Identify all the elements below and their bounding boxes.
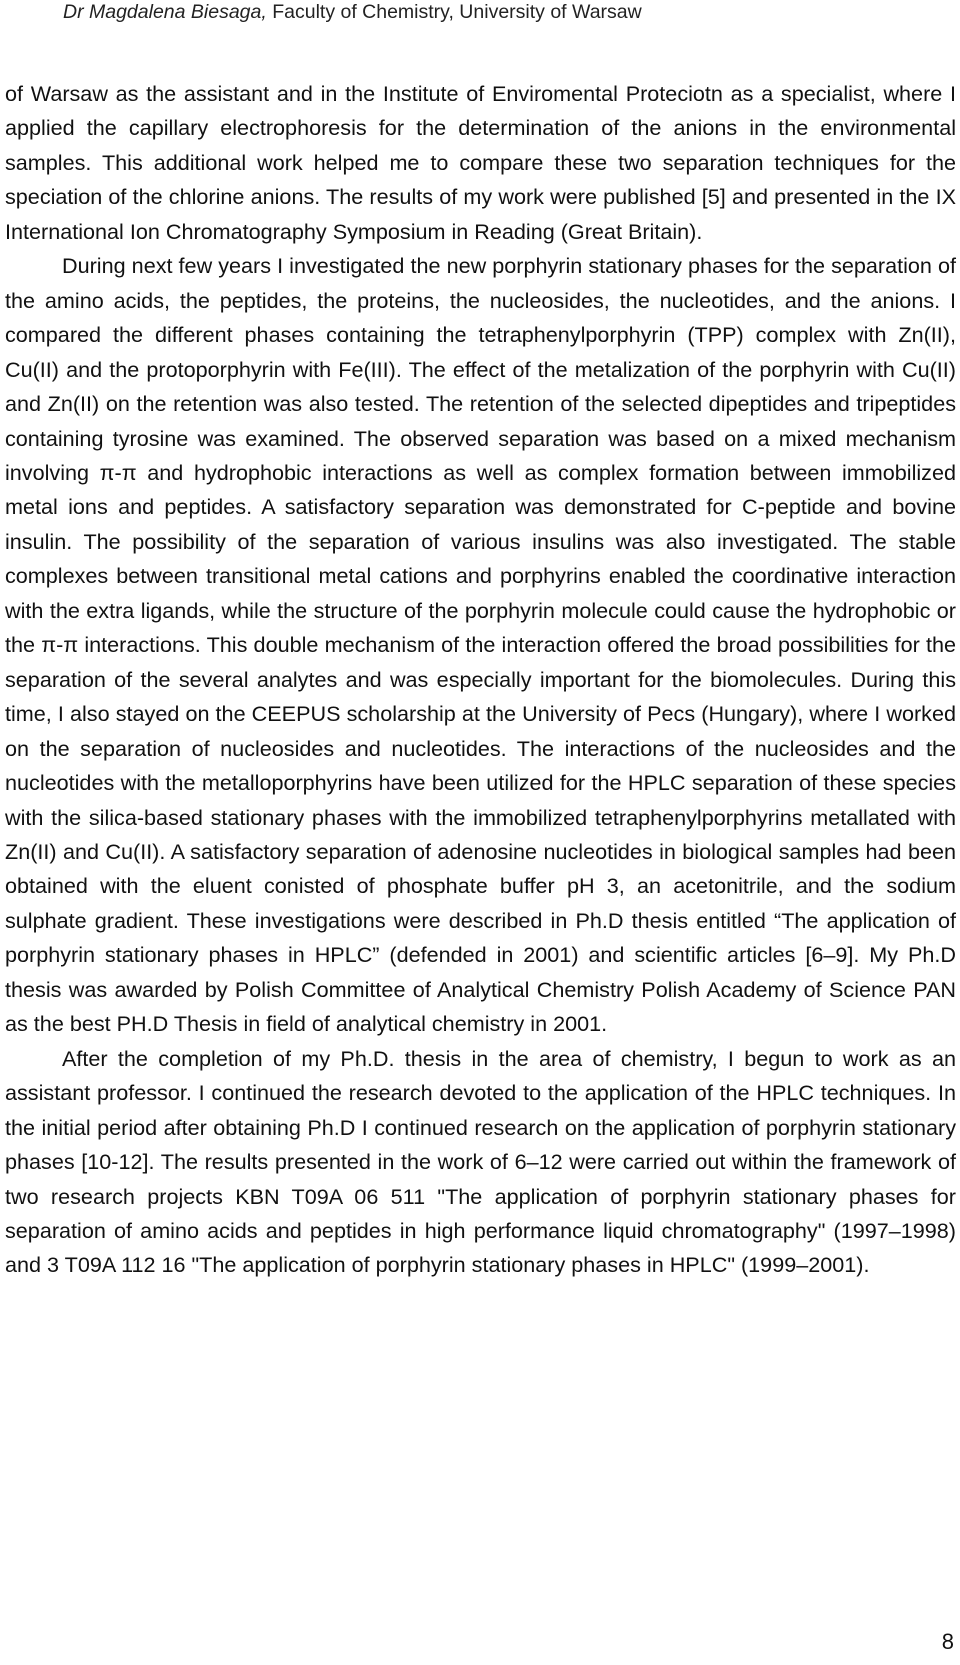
page-header: [63, 0, 642, 24]
body-text: [5, 77, 956, 1283]
paragraph-porphyrin-phases: During next few years I investigated the new porphyrin stationary phases for the separation of the amino acids, the peptides, the proteins, the nucleosides, the nucleotides, and the anions. I compared the different phases containing the tetraphenylporphyrin (TPP) complex with Zn(II), Cu(II) and the protoporphyrin with Fe(III). The effect of the metalization of the porphyrin with Cu(II) and Zn(II) on the retention was also tested. The retention of the selected dipeptides and tripeptides containing tyrosine was examined. The observed separation was based on a mixed mechanism involving π-π and hydrophobic interactions as well as complex formation between immobilized metal ions and peptides. A satisfactory separation was demonstrated for C-peptide and bovine insulin. The possibility of the separation of various insulins was also investigated. The stable complexes between transitional metal cations and porphyrins enabled the coordinative interaction with the extra ligands, while the structure of the porphyrin molecule could cause the hydrophobic or the π-π interactions. This double mechanism of the interaction offered the broad possibilities for the separation of the several analytes and was especially important for the biomolecules. During this time, I also stayed on the CEEPUS scholarship at the University of Pecs (Hungary), where I worked on the separation of nucleosides and nucleotides. The interactions of the nucleosides and the nucleotides with the metalloporphyrins have been utilized for the HPLC separation of these species with the silica-based stationary phases with the immobilized tetraphenylporphyrins metallated with Zn(II) and Cu(II). A satisfactory separation of adenosine nucleotides in biological samples had been obtained with the eluent conisted of phosphate buffer pH 3, an acetonitrile, and the sodium sulphate gradient. These investigations were described in Ph.D thesis entitled “The application of porphyrin stationary phases in HPLC” (defended in 2001) and scientific articles [6–9]. My Ph.D thesis was awarded by Polish Committee of Analytical Chemistry Polish Academy of Science PAN as the best PH.D Thesis in field of analytical chemistry in 2001.: [5, 253, 956, 1037]
page-number: 8: [941, 1629, 954, 1654]
paragraph-assistant-professor: After the completion of my Ph.D. thesis in the area of chemistry, I begun to work as an assistant professor. I continued the research devoted to the application of the HPLC techniques. In the initial period after obtaining Ph.D I continued research on the application of porphyrin stationary phases [10-12]. The results presented in the work of 6–12 were carried out within the framework of two research projects KBN T09A 06 511 "The application of porphyrin stationary phases for separation of amino acids and peptides in high performance liquid chromatography" (1997–1998) and 3 T09A 112 16 "The application of porphyrin stationary phases in HPLC" (1999–2001).: [5, 1045, 956, 1278]
header-author: Dr Magdalena Biesaga,: [63, 1, 267, 23]
paragraph-intro-continued: of Warsaw as the assistant and in the Institute of Enviromental Proteciotn as a specialist, where I applied the capillary electrophoresis for the determination of the anions in the environmental samples. This additional work helped me to compare these two separation techniques for the speciation of the chlorine anions. The results of my work were published [5] and presented in the IX International Ion Chromatography Symposium in Reading (Great Britain).: [5, 81, 956, 244]
header-affiliation: Faculty of Chemistry, University of Warsaw: [266, 1, 642, 23]
